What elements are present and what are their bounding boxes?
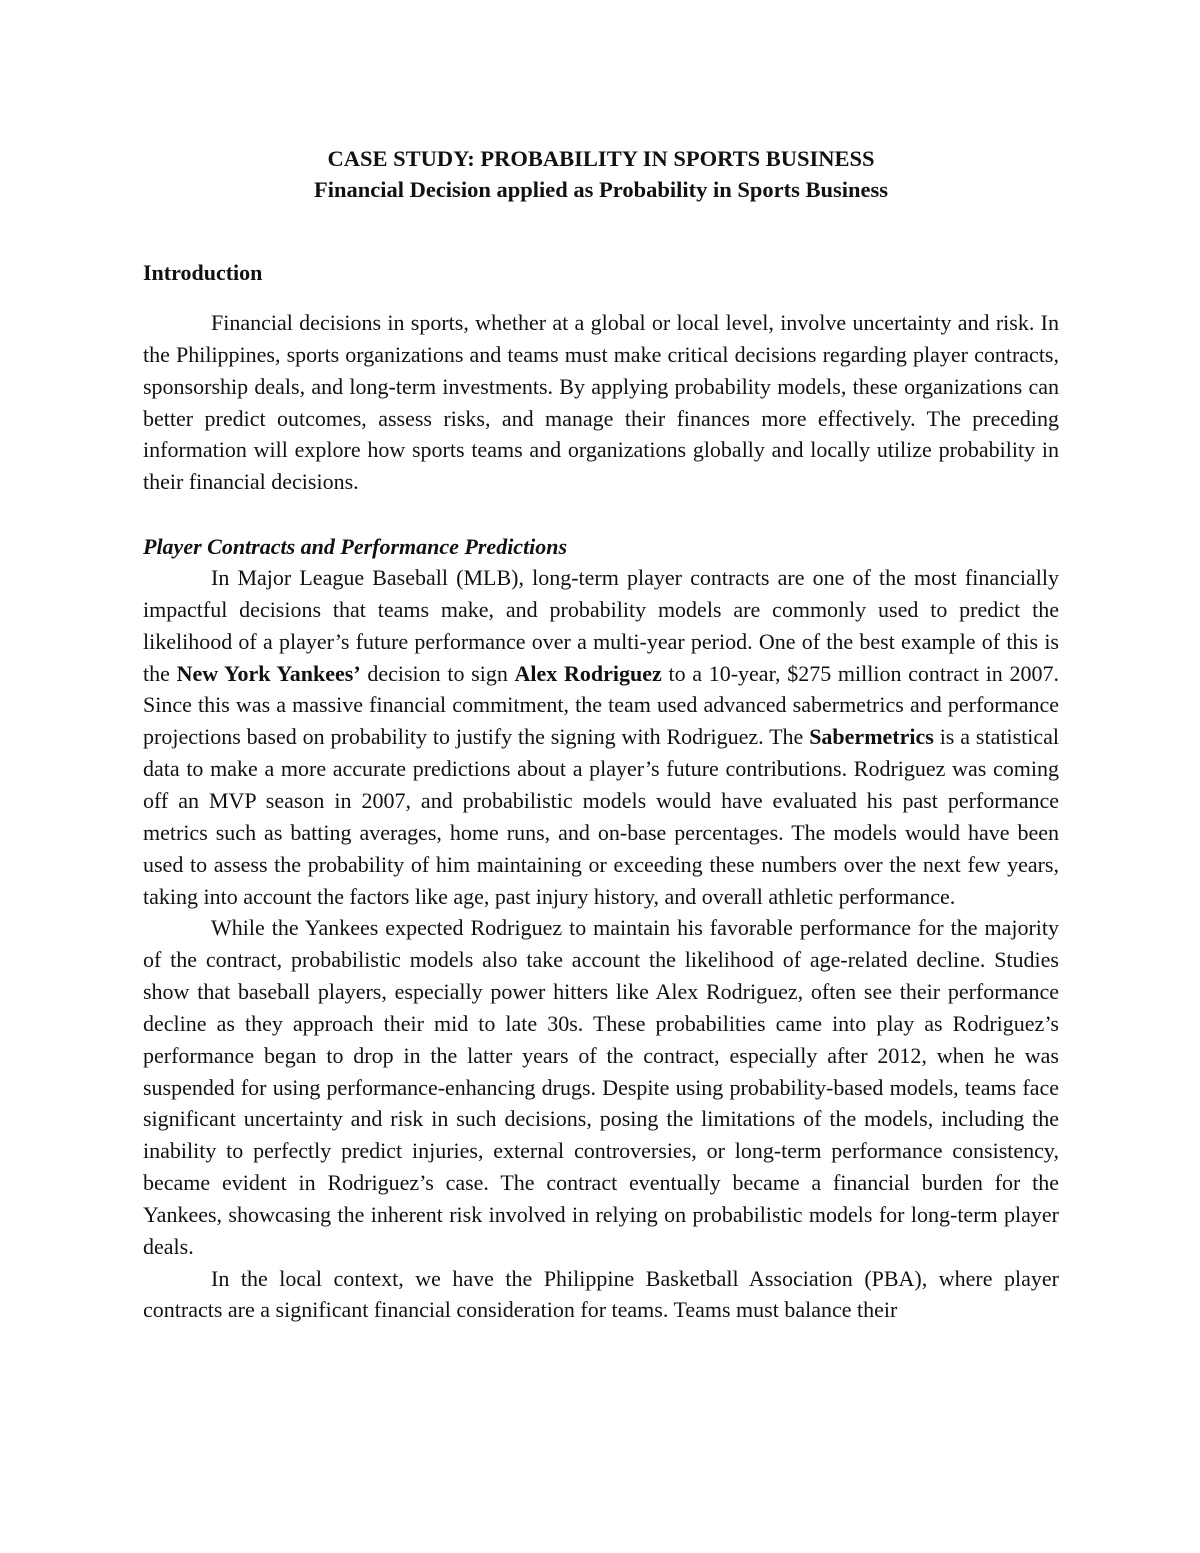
paragraph-text: to a 10-year, $275 million contract in 2007. Since this was a massive financial commitment, the team used advanced sabermetrics and performance projections based on probability to justify the signing with Rodriguez. The	[143, 660, 1059, 750]
player-contracts-paragraph-1	[143, 562, 1059, 912]
paragraph-text: is a statistical data to make a more accurate predictions about a player’s future contributions. Rodriguez was coming off an MVP season in 2007, and probabilistic models would have evaluated his past performance metrics such as batting averages, home runs, and on-base percentages. The models would have been used to assess the probability of him maintaining or exceeding these numbers over the next few years, taking into account the factors like age, past injury history, and overall athletic performance.	[143, 724, 1059, 909]
document-content	[143, 143, 1059, 1326]
bold-term-rodriguez: Alex Rodriguez	[514, 660, 662, 686]
introduction-heading: Introduction	[143, 260, 263, 285]
player-contracts-heading: Player Contracts and Performance Predictions	[143, 534, 568, 560]
player-contracts-paragraph-2: While the Yankees expected Rodriguez to maintain his favorable performance for the majority of the contract, probabilistic models also take account the likelihood of age-related decline. Studies show that baseball players, especially power hitters like Alex Rodriguez, often see their performance decline as they approach their mid to late 30s. These probabilities came into play as Rodriguez’s performance began to drop in the latter years of the contract, especially after 2012, when he was suspended for using performance-enhancing drugs. Despite using probability-based models, teams face significant uncertainty and risk in such decisions, posing the limitations of the models, including the inability to perfectly predict injuries, external controversies, or long-term performance consistency, became evident in Rodriguez’s case. The contract eventually became a financial burden for the Yankees, showcasing the inherent risk involved in relying on probabilistic models for long-term player deals.	[143, 915, 1059, 1259]
bold-term-yankees: New York Yankees’	[176, 660, 361, 686]
document-subtitle: Financial Decision applied as Probability in Sports Business	[313, 177, 889, 202]
player-contracts-paragraph-3: In the local context, we have the Philippine Basketball Association (PBA), where player contracts are a significant financial consideration for teams. Teams must balance their	[143, 1265, 1059, 1323]
paragraph-text: In Major League Baseball (MLB), long-term player contracts are one of the most financially impactful decisions that teams make, and probability models are commonly used to predict the likelihood of a player’s future performance over a multi-year period. One of the best example of this is the	[143, 565, 1059, 686]
document-title: CASE STUDY: PROBABILITY IN SPORTS BUSINESS	[327, 146, 875, 171]
bold-term-sabermetrics: Sabermetrics	[809, 724, 934, 750]
paragraph-text: decision to sign	[360, 660, 515, 686]
introduction-paragraph: Financial decisions in sports, whether at a global or local level, involve uncertainty and risk. In the Philippines, sports organizations and teams must make critical decisions regarding player contracts, sponsorship deals, and long-term investments. By applying probability models, these organizations can better predict outcomes, assess risks, and manage their finances more effectively. The preceding information will explore how sports teams and organizations globally and locally utilize probability in their financial decisions.	[143, 310, 1059, 495]
